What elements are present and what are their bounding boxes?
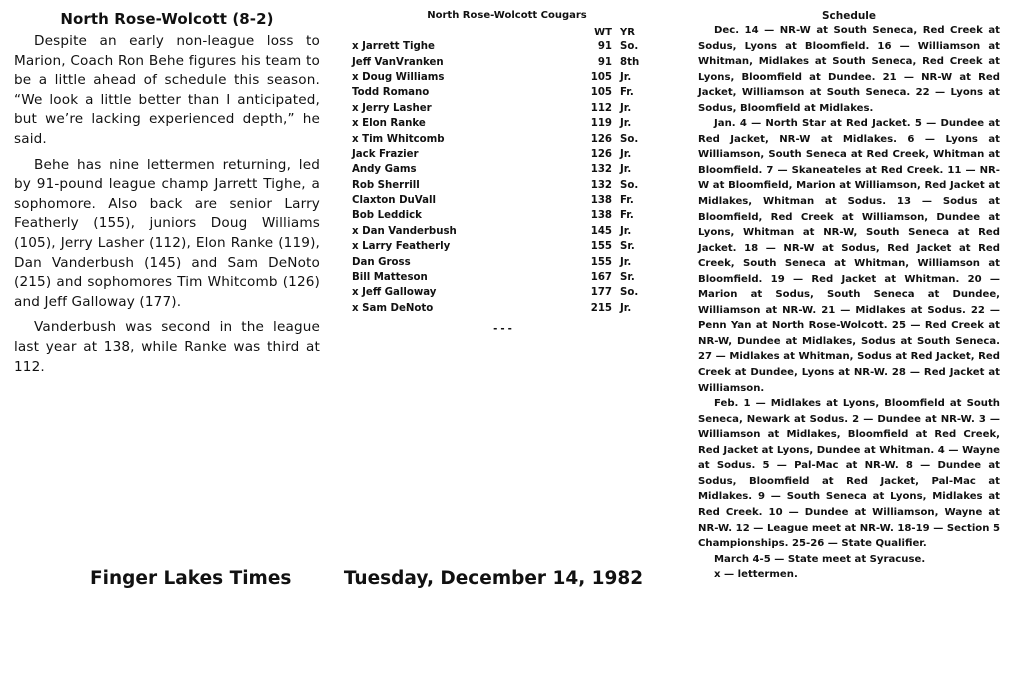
roster-name: Andy Gams (352, 164, 417, 176)
roster-weight: 177 (590, 287, 612, 299)
roster-year: So. (620, 179, 639, 191)
roster-year: Jr. (620, 148, 632, 160)
roster-year: 8th (620, 56, 640, 68)
roster-name: Rob Sherrill (352, 179, 420, 191)
masthead-line (90, 568, 643, 589)
roster-row (352, 162, 647, 177)
roster-weight: 126 (590, 133, 612, 145)
roster-row (352, 239, 647, 254)
roster-year: So. (620, 41, 639, 53)
roster-year: So. (620, 133, 639, 145)
roster-year: Jr. (620, 118, 632, 130)
roster-weight: 91 (597, 41, 612, 53)
roster-table-block (352, 10, 652, 335)
roster-weight: 215 (590, 302, 612, 314)
roster-weight: 145 (590, 225, 612, 237)
article-paragraph: Behe has nine lettermen returning, led by 91-pound league champ Jarrett Tighe, a sophomore. Also back are senior Larry Featherly (155), juniors Doug Williams (105), Jerry Lasher (112), Elon Ranke (119), Dan Vanderbush (145) and Sam DeNoto (215) and sophomores Tim Whitcomb (126) and Jeff Galloway (177). (14, 156, 320, 310)
roster-name: x Jeff Galloway (352, 287, 437, 299)
roster-header-row (352, 25, 647, 39)
roster-weight: 132 (590, 164, 612, 176)
roster-row (352, 270, 647, 285)
roster-name: Claxton DuVall (352, 195, 436, 207)
roster-header-wt: WT (594, 26, 612, 38)
roster-year: Sr. (620, 272, 635, 284)
roster-weight: 155 (590, 256, 612, 268)
roster-year: Fr. (620, 87, 634, 99)
schedule-paragraph-march: March 4-5 — State meet at Syracuse. (714, 553, 926, 565)
roster-weight: 167 (590, 272, 612, 284)
roster-row (352, 285, 647, 300)
roster-year: So. (620, 287, 639, 299)
roster-separator: --- (493, 324, 515, 336)
roster-row (352, 85, 647, 100)
schedule-paragraph-feb: Feb. 1 — Midlakes at Lyons, Bloomfield at South Seneca, Newark at Sodus. 2 — Dundee at NR-W. 3 — Williamson at Midlakes, Bloomfield at Red Creek, Red Jacket at Lyons, Dundee at Whitman. 4 — Wayne at Sodus. 5 — Pal-Mac at NR-W. 8 — Dundee at Sodus, Bloomfield at Red Jacket, Pal-Mac at Midlakes. 9 — South Seneca at Lyons, Midlakes at Red Creek. 10 — Dundee at Williamson, Wayne at NR-W. 12 — League meet at NR-W. 18-19 — Section 5 Championships. 25-26 — State Qualifier. (698, 398, 1000, 550)
schedule-column (698, 10, 1000, 583)
roster-name: x Doug Williams (352, 71, 445, 83)
roster-row (352, 224, 647, 239)
roster-weight: 155 (590, 241, 612, 253)
roster-year: Sr. (620, 241, 635, 253)
roster-weight: 138 (590, 195, 612, 207)
roster-row (352, 101, 647, 116)
schedule-legend: x — lettermen. (714, 569, 798, 581)
roster-name: x Jarrett Tighe (352, 41, 435, 53)
roster-header-yr: YR (620, 26, 635, 38)
roster-row (352, 147, 647, 162)
roster-year: Jr. (620, 225, 632, 237)
roster-year: Fr. (620, 210, 634, 222)
schedule-paragraph-dec: Dec. 14 — NR-W at South Seneca, Red Creek at Sodus, Lyons at Bloomfield. 16 — Williamson at Whitman, Midlakes at South Seneca, Red Creek at Lyons, Bloomfield at Dundee. 21 — NR-W at Red Jacket, Williamson at South Seneca. 22 — Lyons at Sodus, Bloomfield at Midlakes. (698, 25, 1000, 114)
roster-weight: 91 (597, 56, 612, 68)
roster-title: North Rose-Wolcott Cougars (427, 10, 587, 21)
roster-name: Jack Frazier (352, 148, 419, 160)
roster-name: x Jerry Lasher (352, 102, 432, 114)
roster-row (352, 178, 647, 193)
article-paragraph: Despite an early non-league loss to Marion, Coach Ron Behe figures his team to be a little ahead of schedule this season. “We look a little better than I anticipated, but we’re lacking experienced depth,” he said. (14, 33, 320, 147)
roster-weight: 132 (590, 179, 612, 191)
article-column (14, 10, 320, 383)
roster-year: Jr. (620, 256, 632, 268)
roster-name: x Tim Whitcomb (352, 133, 445, 145)
roster-year: Fr. (620, 195, 634, 207)
roster-weight: 119 (590, 118, 612, 130)
roster-year: Jr. (620, 302, 632, 314)
roster-weight: 138 (590, 210, 612, 222)
roster-name: Bill Matteson (352, 272, 428, 284)
roster-body (352, 39, 647, 316)
roster-weight: 105 (590, 71, 612, 83)
roster-row (352, 70, 647, 85)
roster-header-name (352, 25, 582, 39)
roster-year: Jr. (620, 71, 632, 83)
roster-row (352, 254, 647, 269)
roster-row (352, 54, 647, 69)
roster-name: x Elon Ranke (352, 118, 426, 130)
roster-weight: 105 (590, 87, 612, 99)
roster-year: Jr. (620, 102, 632, 114)
article-headline: North Rose-Wolcott (8-2) (60, 10, 274, 28)
roster-row (352, 39, 647, 54)
article-paragraph: Vanderbush was second in the league last year at 138, while Ranke was third at 112. (14, 319, 320, 375)
schedule-paragraph-jan: Jan. 4 — North Star at Red Jacket. 5 — Dundee at Red Jacket, NR-W at Midlakes. 6 — Lyons at Williamson, South Seneca at Red Creek, Whitman at Bloomfield. 7 — Skaneateles at Red Creek. 11 — NR-W at Bloomfield, Marion at Williamson, Red Jacket at Midlakes, Whitman at Sodus. 13 — Sodus at Bloomfield, Red Creek at Williamson, Dundee at Lyons, Whitman at NR-W, South Seneca at Red Jacket. 18 — NR-W at Sodus, Red Jacket at Red Creek, South Seneca at Whitman, Williamson at Bloomfield. 19 — Red Jacket at Whitman. 20 — Marion at Sodus, South Seneca at Dundee, Williamson at NR-W. 21 — Midlakes at Sodus. 22 — Penn Yan at North Rose-Wolcott. 25 — Red Creek at NR-W, Dundee at Midlakes, Sodus at South Seneca. 27 — Midlakes at Whitman, Sodus at Red Jacket, Red Creek at Dundee, Lyons at NR-W. 28 — Red Jacket at Williamson. (698, 118, 1000, 394)
roster-row (352, 208, 647, 223)
roster-row (352, 301, 647, 316)
roster-year: Jr. (620, 164, 632, 176)
publication-date: Tuesday, December 14, 1982 (343, 568, 644, 589)
roster-table (352, 25, 647, 316)
roster-weight: 126 (590, 148, 612, 160)
roster-name: Bob Leddick (352, 210, 422, 222)
roster-name: Todd Romano (352, 87, 430, 99)
roster-weight: 112 (590, 102, 612, 114)
roster-name: x Dan Vanderbush (352, 225, 457, 237)
roster-name: Jeff VanVranken (352, 56, 444, 68)
roster-row (352, 131, 647, 146)
roster-row (352, 193, 647, 208)
roster-name: x Sam DeNoto (352, 302, 434, 314)
newspaper-name: Finger Lakes Times (90, 568, 292, 589)
schedule-title: Schedule (821, 10, 877, 22)
roster-name: x Larry Featherly (352, 241, 451, 253)
roster-row (352, 116, 647, 131)
roster-name: Dan Gross (352, 256, 411, 268)
